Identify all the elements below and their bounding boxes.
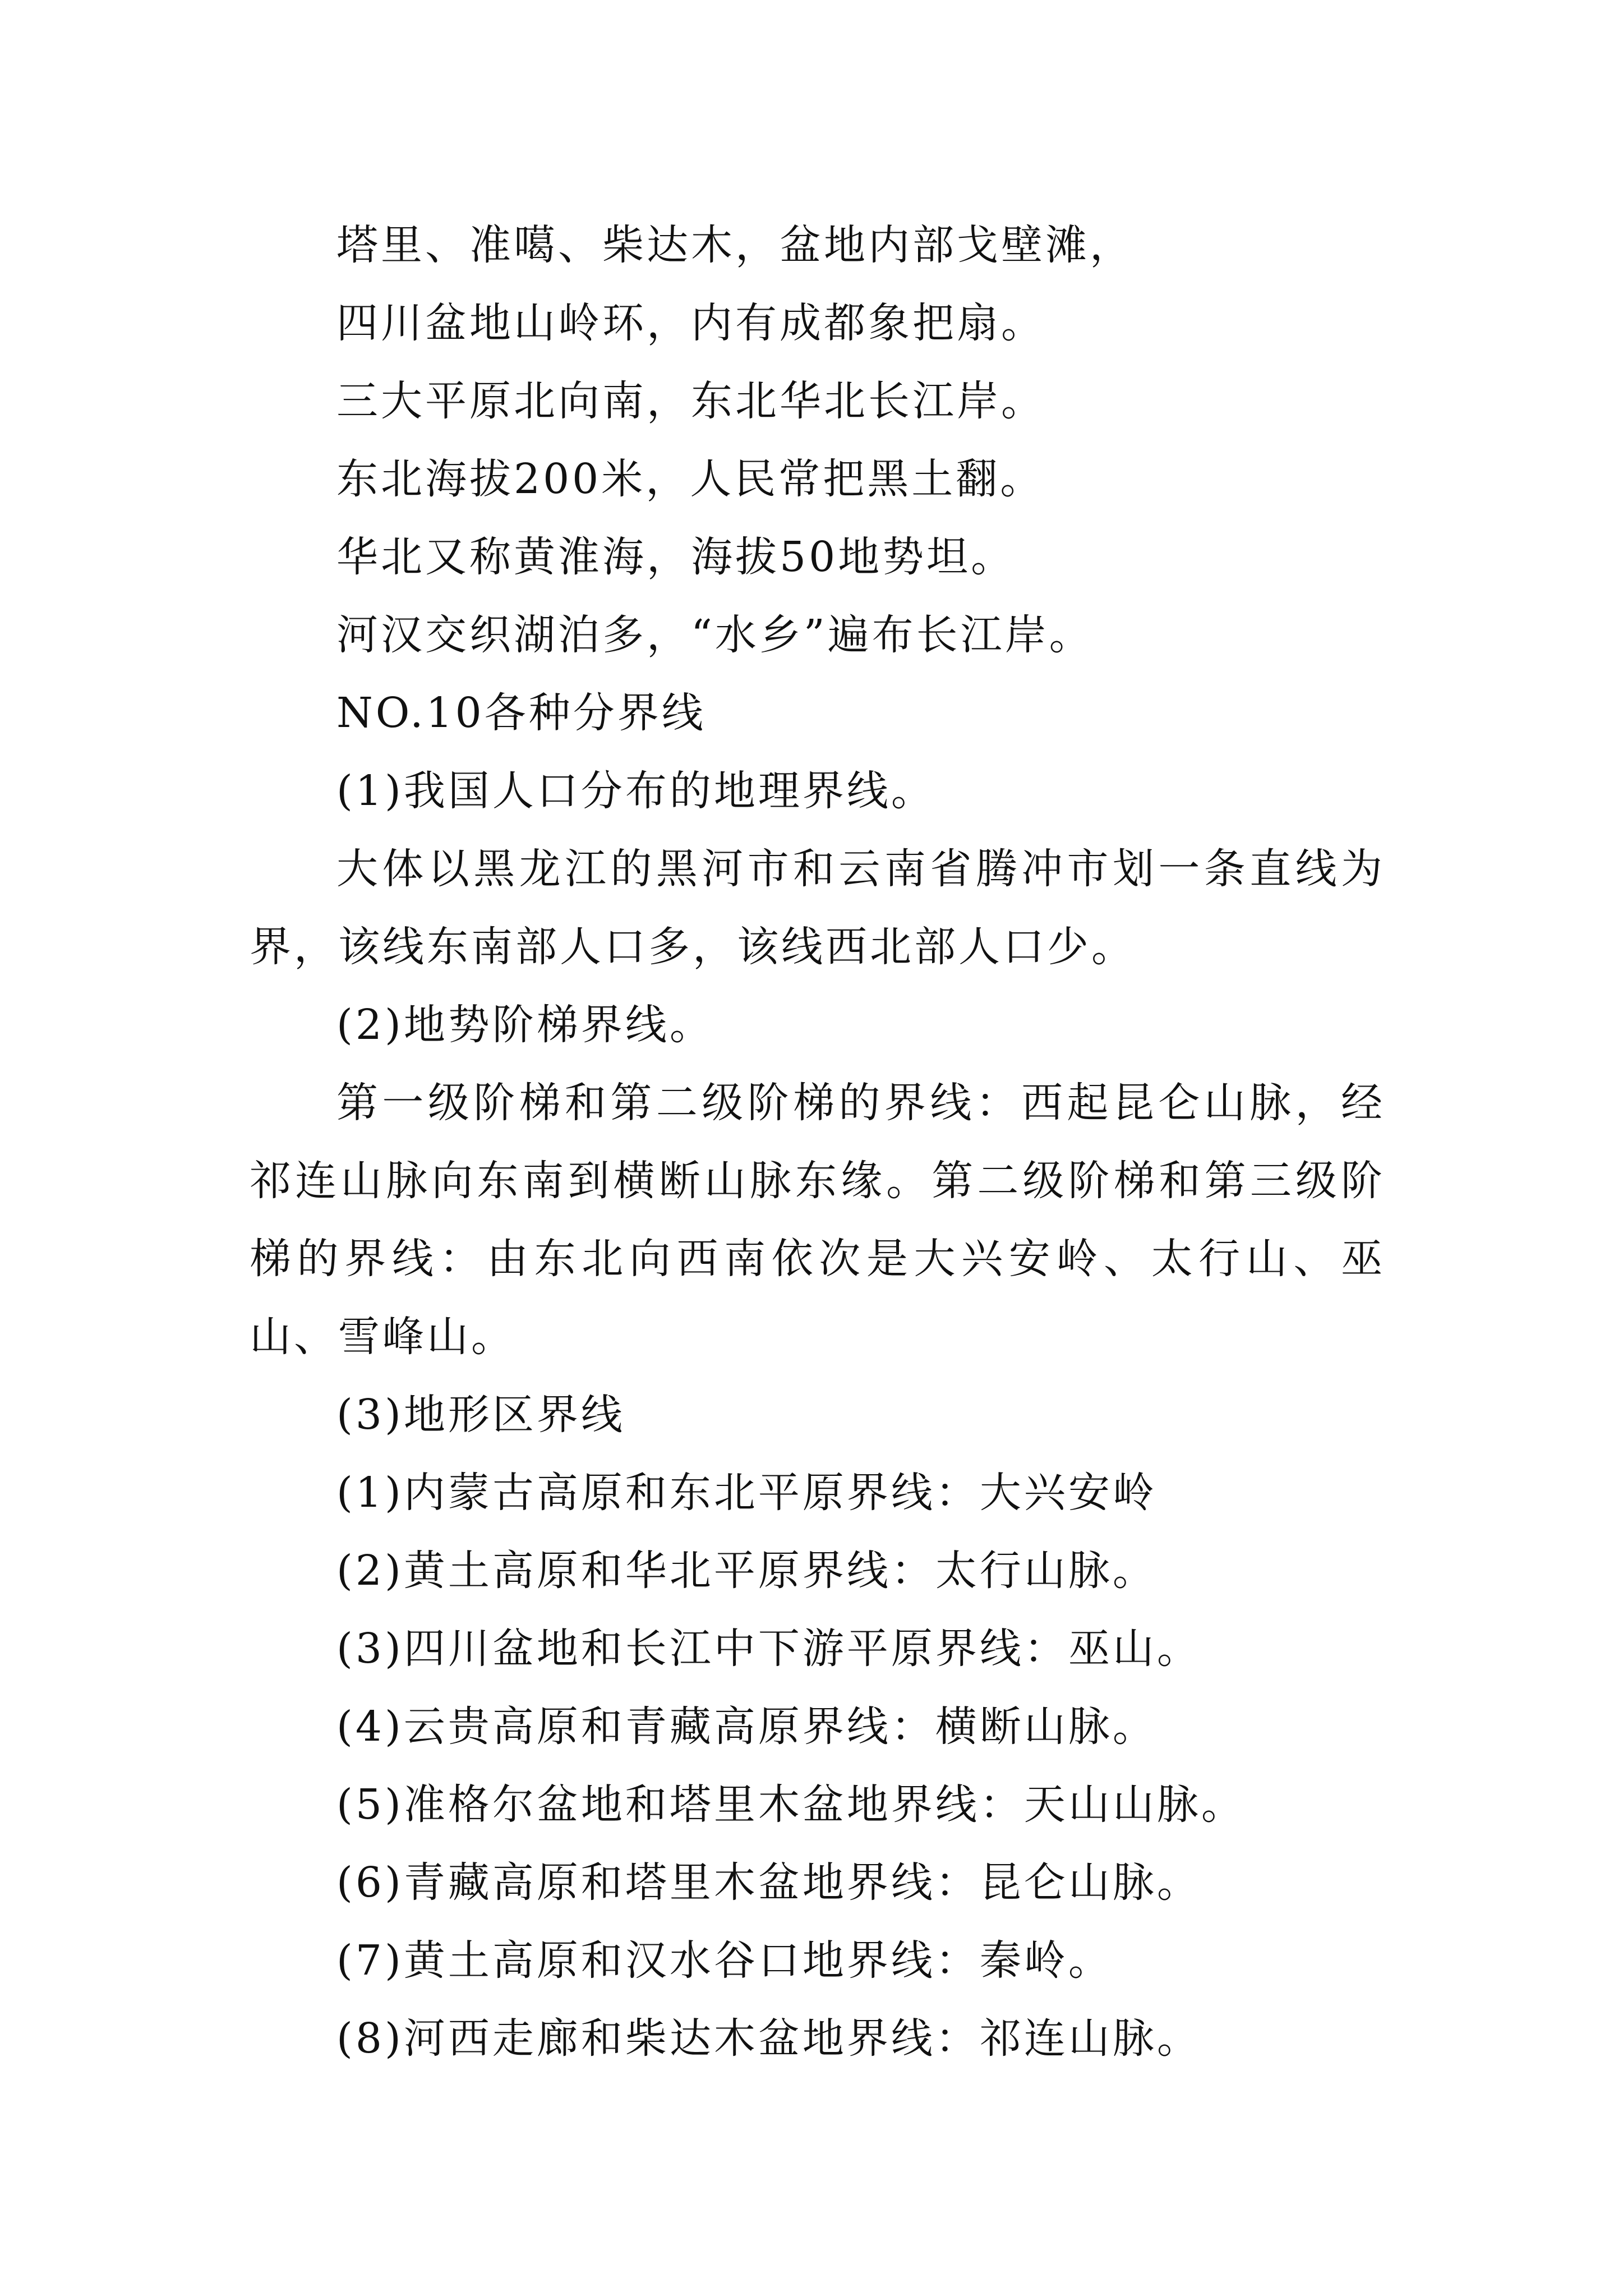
verse-line: 四川盆地山岭环，内有成都象把扇。	[336, 299, 1045, 347]
subsection-heading: (3)地形区界线	[336, 1391, 625, 1439]
list-item: (2)黄土高原和华北平原界线：太行山脉。	[336, 1547, 1157, 1595]
document-body	[250, 206, 1385, 2078]
verse-line: 东北海拔200米，人民常把黑土翻。	[336, 455, 1045, 503]
list-item: (4)云贵高原和青藏高原界线：横断山脉。	[336, 1703, 1157, 1751]
section-heading: NO.10各种分界线	[336, 689, 706, 737]
verse-line: 三大平原北向南，东北华北长江岸。	[336, 377, 1045, 425]
list-item: (8)河西走廊和柴达木盆地界线：祁连山脉。	[336, 2014, 1201, 2063]
verse-line: 河汉交织湖泊多，“水乡”遍布长江岸。	[336, 611, 1094, 659]
subsection-heading: (2)地势阶梯界线。	[336, 1001, 714, 1049]
verse-line: 塔里、准噶、柴达木，盆地内部戈壁滩，	[336, 221, 1134, 269]
list-item: (1)内蒙古高原和东北平原界线：大兴安岭	[336, 1469, 1157, 1517]
verse-line: 华北又称黄淮海，海拔50地势坦。	[336, 533, 1016, 581]
list-item: (6)青藏高原和塔里木盆地界线：昆仑山脉。	[336, 1858, 1201, 1907]
list-item: (7)黄土高原和汉水谷口地界线：秦岭。	[336, 1936, 1113, 1985]
subsection-heading: (1)我国人口分布的地理界线。	[336, 767, 935, 815]
paragraph-population-line: 大体以黑龙江的黑河市和云南省腾冲市划一条直线为界，该线东南部人口多，该线西北部人口少。	[250, 845, 1385, 971]
paragraph-terrain-steps: 第一级阶梯和第二级阶梯的界线：西起昆仑山脉，经祁连山脉向东南到横断山脉东缘。第二级阶梯和第三级阶梯的界线：由东北向西南依次是大兴安岭、太行山、巫山、雪峰山。	[250, 1079, 1385, 1361]
list-item: (5)准格尔盆地和塔里木盆地界线：天山山脉。	[336, 1780, 1246, 1829]
list-item: (3)四川盆地和长江中下游平原界线：巫山。	[336, 1625, 1201, 1673]
